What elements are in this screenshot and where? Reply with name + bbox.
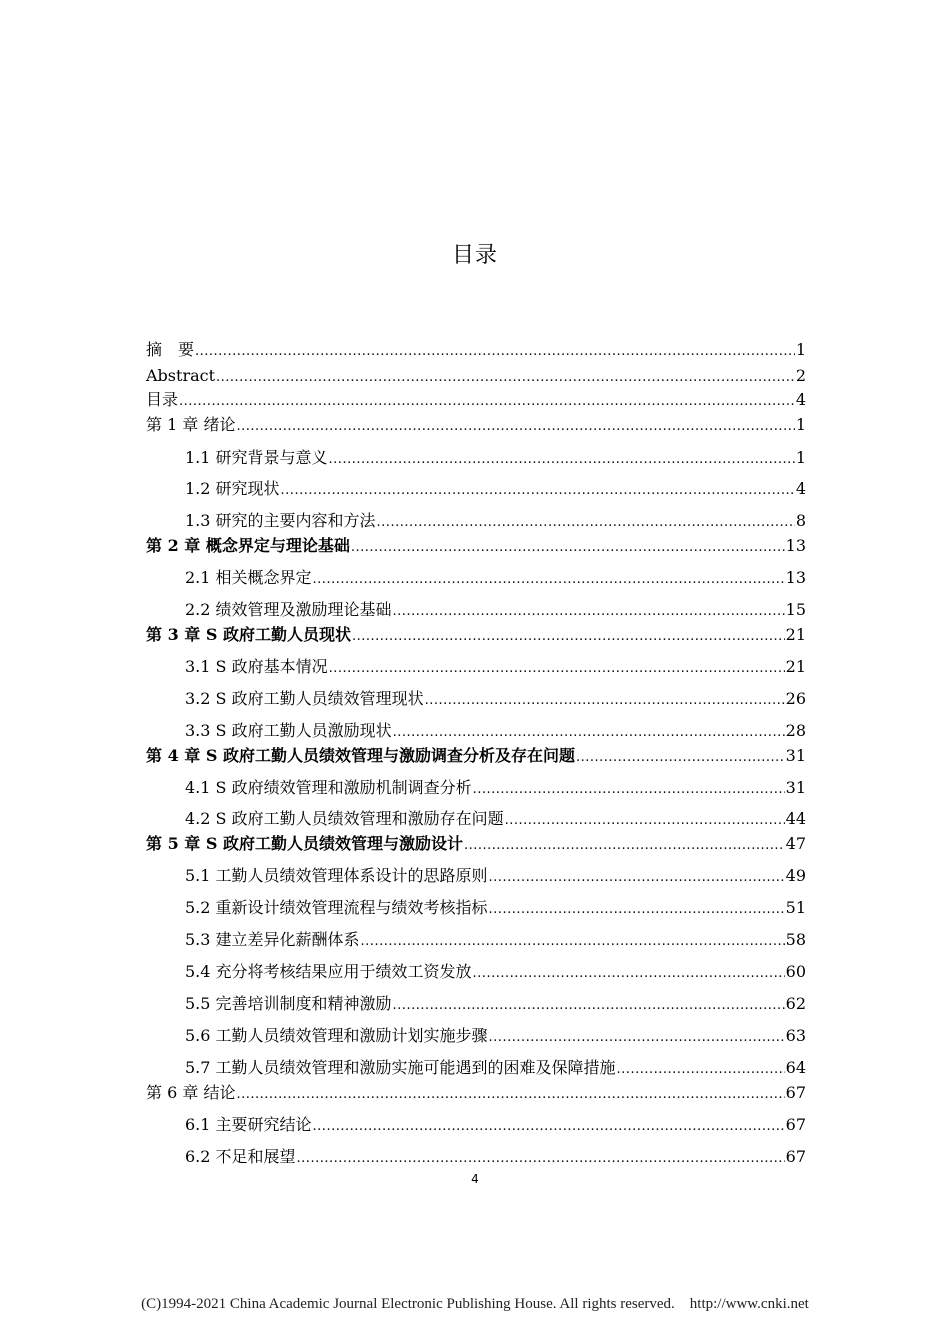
toc-entry-section-1-1[interactable] bbox=[185, 448, 806, 468]
toc-entry-section-5-5[interactable] bbox=[185, 994, 806, 1014]
toc-entry-label: 5.5 完善培训制度和精神激励 bbox=[185, 994, 392, 1013]
toc-entry-section-1-3[interactable] bbox=[185, 511, 806, 531]
toc-entry-chapter-5[interactable] bbox=[146, 834, 806, 854]
toc-leader-dots bbox=[351, 538, 785, 558]
toc-entry-label: 6.1 主要研究结论 bbox=[185, 1115, 312, 1134]
toc-entry-label: 摘 要 bbox=[146, 340, 195, 359]
toc-entry-label: 5.7 工勤人员绩效管理和激励实施可能遇到的困难及保障措施 bbox=[185, 1058, 616, 1077]
toc-leader-dots bbox=[617, 1060, 785, 1080]
toc-entry-label: 5.1 工勤人员绩效管理体系设计的思路原则 bbox=[185, 866, 488, 885]
toc-entry-page: 8 bbox=[795, 511, 806, 530]
toc-leader-dots bbox=[352, 627, 785, 647]
toc-entry-page: 63 bbox=[785, 1026, 806, 1045]
copyright-footer: (C)1994-2021 China Academic Journal Electronic Publishing House. All rights reserved. http://www.cnki.net bbox=[141, 1296, 809, 1312]
toc-entry-label: 第 4 章 S 政府工勤人员绩效管理与激励调查分析及存在问题 bbox=[146, 746, 575, 765]
toc-leader-dots bbox=[425, 691, 785, 711]
toc-entry-page: 28 bbox=[785, 721, 806, 740]
toc-entry-label: 5.6 工勤人员绩效管理和激励计划实施步骤 bbox=[185, 1026, 488, 1045]
toc-entry-section-5-7[interactable] bbox=[185, 1058, 806, 1078]
page-title: 目录 bbox=[451, 243, 498, 268]
toc-entry-section-4-2[interactable] bbox=[185, 809, 806, 829]
toc-entry-page: 67 bbox=[785, 1115, 806, 1134]
toc-entry-label: 5.3 建立差异化薪酬体系 bbox=[185, 930, 360, 949]
toc-leader-dots bbox=[329, 659, 785, 679]
toc-entry-section-3-2[interactable] bbox=[185, 689, 806, 709]
toc-entry-section-5-6[interactable] bbox=[185, 1026, 806, 1046]
toc-entry-section-5-4[interactable] bbox=[185, 962, 806, 982]
toc-leader-dots bbox=[377, 513, 795, 533]
toc-leader-dots bbox=[576, 748, 785, 768]
toc-entry-section-5-3[interactable] bbox=[185, 930, 806, 950]
toc-entry-page: 44 bbox=[785, 809, 806, 828]
toc-leader-dots bbox=[393, 602, 785, 622]
toc-entry-abstract-en[interactable] bbox=[146, 366, 806, 386]
toc-entry-page: 4 bbox=[795, 479, 806, 498]
toc-entry-page: 31 bbox=[785, 746, 806, 765]
page-number: 4 bbox=[471, 1172, 479, 1186]
toc-entry-page: 67 bbox=[785, 1147, 806, 1166]
toc-entry-page: 51 bbox=[785, 898, 806, 917]
toc-entry-page: 21 bbox=[785, 657, 806, 676]
toc-entry-label: 第 6 章 结论 bbox=[146, 1083, 236, 1102]
toc-entry-page: 67 bbox=[785, 1083, 806, 1102]
toc-entry-page: 47 bbox=[785, 834, 806, 853]
toc-leader-dots bbox=[505, 811, 785, 831]
toc-entry-label: 第 2 章 概念界定与理论基础 bbox=[146, 536, 350, 555]
toc-entry-label: Abstract bbox=[146, 366, 216, 385]
toc-leader-dots bbox=[489, 900, 785, 920]
toc-entry-label: 4.2 S 政府工勤人员绩效管理和激励存在问题 bbox=[185, 809, 504, 828]
toc-entry-page: 4 bbox=[795, 390, 806, 409]
toc-leader-dots bbox=[313, 1117, 785, 1137]
toc-entry-label: 1.3 研究的主要内容和方法 bbox=[185, 511, 376, 530]
toc-entry-section-2-2[interactable] bbox=[185, 600, 806, 620]
toc-entry-label: 2.2 绩效管理及激励理论基础 bbox=[185, 600, 392, 619]
toc-entry-label: 1.2 研究现状 bbox=[185, 479, 280, 498]
toc-entry-page: 60 bbox=[785, 962, 806, 981]
toc-leader-dots bbox=[393, 996, 785, 1016]
toc-entry-chapter-4[interactable] bbox=[146, 746, 806, 766]
toc-entry-page: 21 bbox=[785, 625, 806, 644]
toc-leader-dots bbox=[236, 1085, 784, 1105]
toc-leader-dots bbox=[393, 723, 785, 743]
toc-leader-dots bbox=[281, 481, 795, 501]
toc-entry-section-6-1[interactable] bbox=[185, 1115, 806, 1135]
toc-entry-label: 2.1 相关概念界定 bbox=[185, 568, 312, 587]
toc-leader-dots bbox=[297, 1149, 785, 1169]
toc-entry-section-4-1[interactable] bbox=[185, 778, 806, 798]
toc-leader-dots bbox=[179, 392, 795, 412]
toc-entry-page: 2 bbox=[795, 366, 806, 385]
toc-entry-chapter-6[interactable] bbox=[146, 1083, 806, 1103]
toc-entry-page: 15 bbox=[785, 600, 806, 619]
toc-entry-label: 6.2 不足和展望 bbox=[185, 1147, 296, 1166]
toc-entry-label: 第 5 章 S 政府工勤人员绩效管理与激励设计 bbox=[146, 834, 463, 853]
toc-entry-section-5-2[interactable] bbox=[185, 898, 806, 918]
toc-entry-label: 5.4 充分将考核结果应用于绩效工资发放 bbox=[185, 962, 472, 981]
toc-entry-page: 1 bbox=[795, 340, 806, 359]
toc-leader-dots bbox=[329, 450, 795, 470]
toc-leader-dots bbox=[216, 368, 795, 388]
toc-leader-dots bbox=[236, 417, 794, 437]
toc-entry-section-3-1[interactable] bbox=[185, 657, 806, 677]
toc-leader-dots bbox=[195, 342, 795, 362]
toc-entry-label: 4.1 S 政府绩效管理和激励机制调查分析 bbox=[185, 778, 472, 797]
toc-entry-page: 58 bbox=[785, 930, 806, 949]
toc-entry-label: 3.3 S 政府工勤人员激励现状 bbox=[185, 721, 392, 740]
toc-entry-label: 目录 bbox=[146, 390, 179, 409]
toc-entry-section-5-1[interactable] bbox=[185, 866, 806, 886]
toc-entry-label: 第 1 章 绪论 bbox=[146, 415, 236, 434]
toc-entry-section-6-2[interactable] bbox=[185, 1147, 806, 1167]
toc-entry-page: 1 bbox=[795, 415, 806, 434]
toc-leader-dots bbox=[489, 1028, 785, 1048]
toc-entry-page: 31 bbox=[785, 778, 806, 797]
toc-leader-dots bbox=[473, 964, 785, 984]
toc-entry-page: 62 bbox=[785, 994, 806, 1013]
toc-entry-contents[interactable] bbox=[146, 390, 806, 410]
toc-entry-label: 3.2 S 政府工勤人员绩效管理现状 bbox=[185, 689, 424, 708]
toc-entry-label: 3.1 S 政府基本情况 bbox=[185, 657, 328, 676]
toc-entry-page: 64 bbox=[785, 1058, 806, 1077]
toc-entry-page: 49 bbox=[785, 866, 806, 885]
toc-entry-page: 13 bbox=[785, 536, 806, 555]
toc-entry-page: 1 bbox=[795, 448, 806, 467]
toc-entry-label: 第 3 章 S 政府工勤人员现状 bbox=[146, 625, 351, 644]
toc-entry-chapter-1[interactable] bbox=[146, 415, 806, 435]
toc-entry-section-2-1[interactable] bbox=[185, 568, 806, 588]
toc-entry-label: 1.1 研究背景与意义 bbox=[185, 448, 328, 467]
toc-leader-dots bbox=[473, 780, 785, 800]
toc-entry-label: 5.2 重新设计绩效管理流程与绩效考核指标 bbox=[185, 898, 488, 917]
toc-leader-dots bbox=[489, 868, 785, 888]
toc-entry-abstract-cn[interactable] bbox=[146, 340, 806, 360]
toc-leader-dots bbox=[313, 570, 785, 590]
toc-leader-dots bbox=[361, 932, 785, 952]
toc-entry-page: 13 bbox=[785, 568, 806, 587]
toc-leader-dots bbox=[464, 836, 785, 856]
toc-entry-section-1-2[interactable] bbox=[185, 479, 806, 499]
toc-entry-page: 26 bbox=[785, 689, 806, 708]
toc-entry-chapter-3[interactable] bbox=[146, 625, 806, 645]
toc-entry-section-3-3[interactable] bbox=[185, 721, 806, 741]
toc-entry-chapter-2[interactable] bbox=[146, 536, 806, 556]
